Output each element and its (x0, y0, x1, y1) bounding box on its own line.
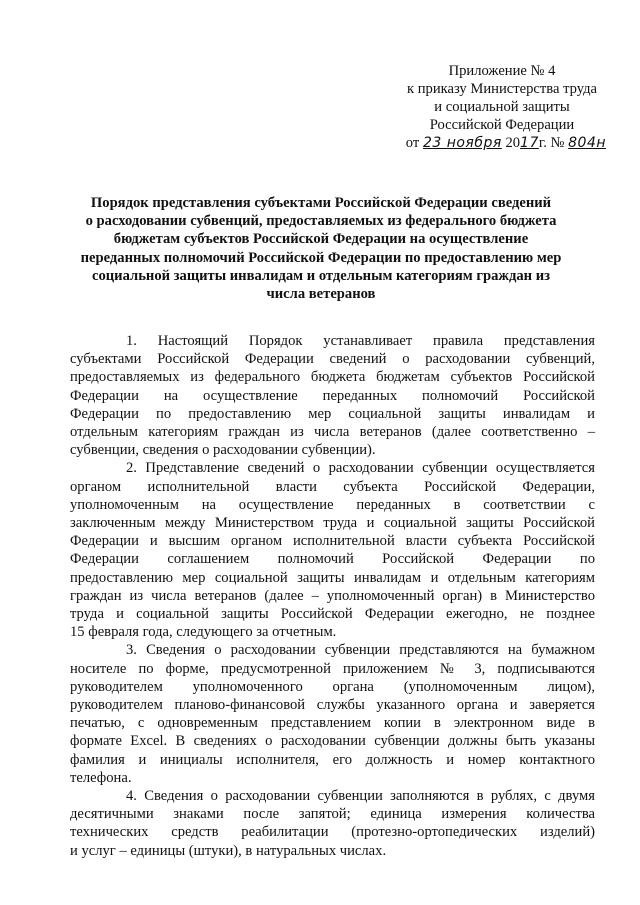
paragraph-1 (70, 332, 595, 459)
title-line: переданных полномочий Российской Федерации по предоставлению мер (80, 249, 562, 266)
text-line: формате Excel. В сведениях о расходовании субвенции должны быть указаны (70, 733, 595, 750)
appendix-line-4: Российской Федерации (429, 117, 575, 133)
title-line: бюджетам субъектов Российской Федерации на осуществление (113, 231, 529, 248)
title-line: социальной защиты инвалидам и отдельным категориям граждан из (91, 267, 551, 284)
text-line: телефона. (70, 769, 132, 786)
text-line: десятичными знаками после запятой; единица измерения количества (70, 806, 595, 823)
text-line: предоставлению мер социальной защиты инвалидам и отдельным категориям (70, 569, 595, 586)
text-line: 4. Сведения о расходовании субвенции заполняются в рублях, с двумя (126, 788, 595, 805)
appendix-line-3: и социальной защиты (434, 99, 570, 115)
order-prefix: от (405, 135, 420, 151)
text-line: 2. Представление сведений о расходовании субвенции осуществляется (126, 460, 595, 477)
appendix-title: Приложение № 4 (448, 63, 556, 79)
text-line: 1. Настоящий Порядок устанавливает правила представления (126, 333, 595, 349)
text-line: труда и социальной защиты Российской Федерации ежегодно, не позднее (70, 606, 595, 623)
text-line: носителе по форме, предусмотренной приложением № 3, подписываются (70, 660, 595, 677)
text-line: руководителем уполномоченного органа (уполномоченным лицом), (70, 678, 595, 695)
text-line: органом исполнительной власти субъекта Российской Федерации, (70, 478, 595, 495)
paragraph-3 (70, 641, 595, 787)
order-number-prefix: № (550, 135, 565, 151)
text-line: предоставляемых из федерального бюджета бюджетам субъектов Российской (70, 369, 595, 386)
text-line: Федерации по предоставлению мер социальной защиты инвалидам и (70, 405, 595, 422)
text-line: субъектами Российской Федерации сведений о расходовании субвенций, (70, 351, 595, 368)
text-line: субвенции, сведения о расходовании субвенции). (70, 442, 376, 459)
text-line: уполномоченным на осуществление переданных в соответствии с (70, 496, 595, 513)
order-year-unit: г. (538, 135, 547, 151)
text-line: фамилия и инициалы исполнителя, его должность и номер контактного (70, 751, 595, 768)
document-title (70, 194, 572, 303)
order-year-prefix: 20 (505, 135, 521, 151)
title-line: Порядок представления субъектами Российской Федерации сведений (90, 195, 552, 211)
order-reference (392, 134, 612, 152)
title-line: числа ветеранов (266, 286, 376, 303)
paragraph-4 (70, 787, 595, 860)
text-line: отдельным категориям граждан из числа ветеранов (далее соответственно – (70, 424, 595, 441)
appendix-header (392, 62, 612, 152)
appendix-line-2: к приказу Министерства труда (406, 81, 598, 97)
order-number: 804н (568, 135, 606, 151)
text-line: заключенным между Министерством труда и социальной защиты Российской (70, 515, 595, 532)
paragraph-2 (70, 459, 595, 641)
text-line: печатью, с одновременным представлением копии в электронном виде в (70, 715, 595, 732)
order-date: 23 ноября (422, 135, 502, 151)
text-line: 15 февраля года, следующего за отчетным. (70, 624, 337, 641)
document-body (70, 332, 595, 860)
text-line: технических средств реабилитации (протезно-ортопедических изделий) (70, 824, 595, 841)
text-line: Федерации соглашением полномочий Российской Федерации по (70, 551, 595, 568)
order-year-suffix: 17 (520, 135, 539, 151)
title-line: о расходовании субвенций, предоставляемых из федерального бюджета (85, 213, 557, 230)
text-line: и услуг – единицы (штуки), в натуральных числах. (70, 842, 387, 859)
text-line: руководителем планово-финансовой службы указанного органа и заверяется (70, 697, 595, 714)
text-line: граждан из числа ветеранов (далее – уполномоченный орган) в Министерство (70, 587, 595, 604)
text-line: Федерации на осуществление переданных полномочий Российской (70, 387, 595, 404)
text-line: 3. Сведения о расходовании субвенции представляются на бумажном (126, 642, 595, 659)
text-line: Федерации и высшим органом исполнительной власти субъекта Российской (70, 533, 595, 550)
